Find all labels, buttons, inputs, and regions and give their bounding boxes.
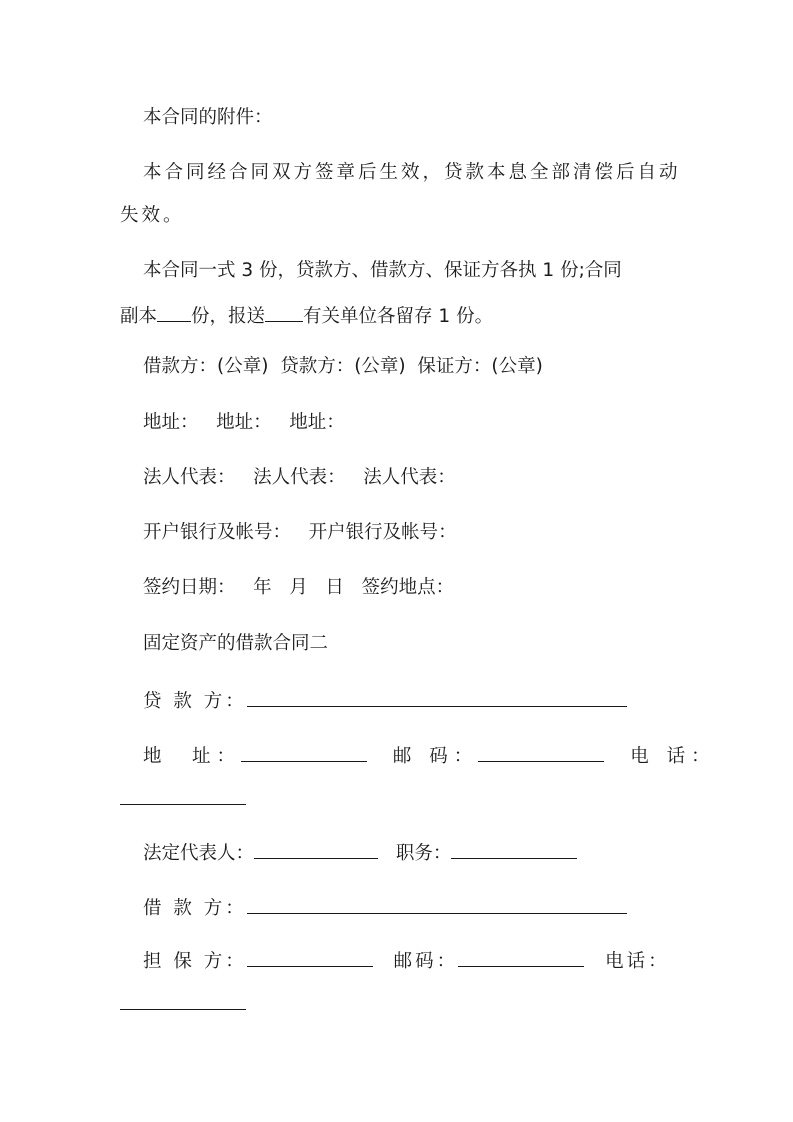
guarantor-field: 担 保 方： 邮码： 电话：: [143, 946, 670, 975]
copies-clause-line2: 副本 份，报送 有关单位各留存 1 份。: [120, 301, 493, 330]
lender-tel-blank-line: [120, 784, 246, 813]
lender-field: 贷 款 方：: [143, 686, 627, 715]
legal-rep-line: 法人代表： 法人代表： 法人代表：: [143, 467, 456, 488]
guarantor-tel-blank-line: [120, 989, 246, 1018]
report-to-blank: [265, 301, 303, 322]
bank-account-line: 开户银行及帐号： 开户银行及帐号：: [143, 522, 457, 543]
legal-representative-blank: [254, 838, 378, 859]
seal-line: 借款方：(公章) 贷款方：(公章) 保证方：(公章): [143, 356, 543, 377]
address-line: 地址： 地址： 地址：: [143, 412, 345, 433]
lender-blank: [247, 686, 627, 707]
guarantor-tel-blank: [120, 989, 246, 1010]
effect-clause-line1: 本合同经合同双方签章后生效，贷款本息全部清偿后自动: [143, 162, 681, 183]
lender-postcode-blank: [478, 741, 604, 762]
lender-address-blank: [241, 741, 367, 762]
guarantor-blank: [247, 946, 373, 967]
legal-representative-field: 法定代表人： 职务：: [143, 838, 577, 867]
effect-clause-line2: 失效。: [120, 205, 185, 226]
lender-address-field: 地 址： 邮 码： 电 话：: [143, 741, 716, 770]
attachments-line: 本合同的附件：: [143, 107, 273, 128]
guarantor-postcode-blank: [458, 946, 584, 967]
borrower-blank: [247, 893, 627, 914]
lender-tel-blank: [120, 784, 246, 805]
copies-count-blank: [157, 301, 191, 322]
copies-clause-line1: 本合同一式 3 份，贷款方、借款方、保证方各执 1 份;合同: [143, 260, 622, 281]
borrower-field: 借 款 方：: [143, 893, 627, 922]
signing-date-line: 签约日期： 年 月 日 签约地点：: [143, 577, 455, 598]
section-title: 固定资产的借款合同二: [143, 633, 329, 654]
position-blank: [451, 838, 577, 859]
